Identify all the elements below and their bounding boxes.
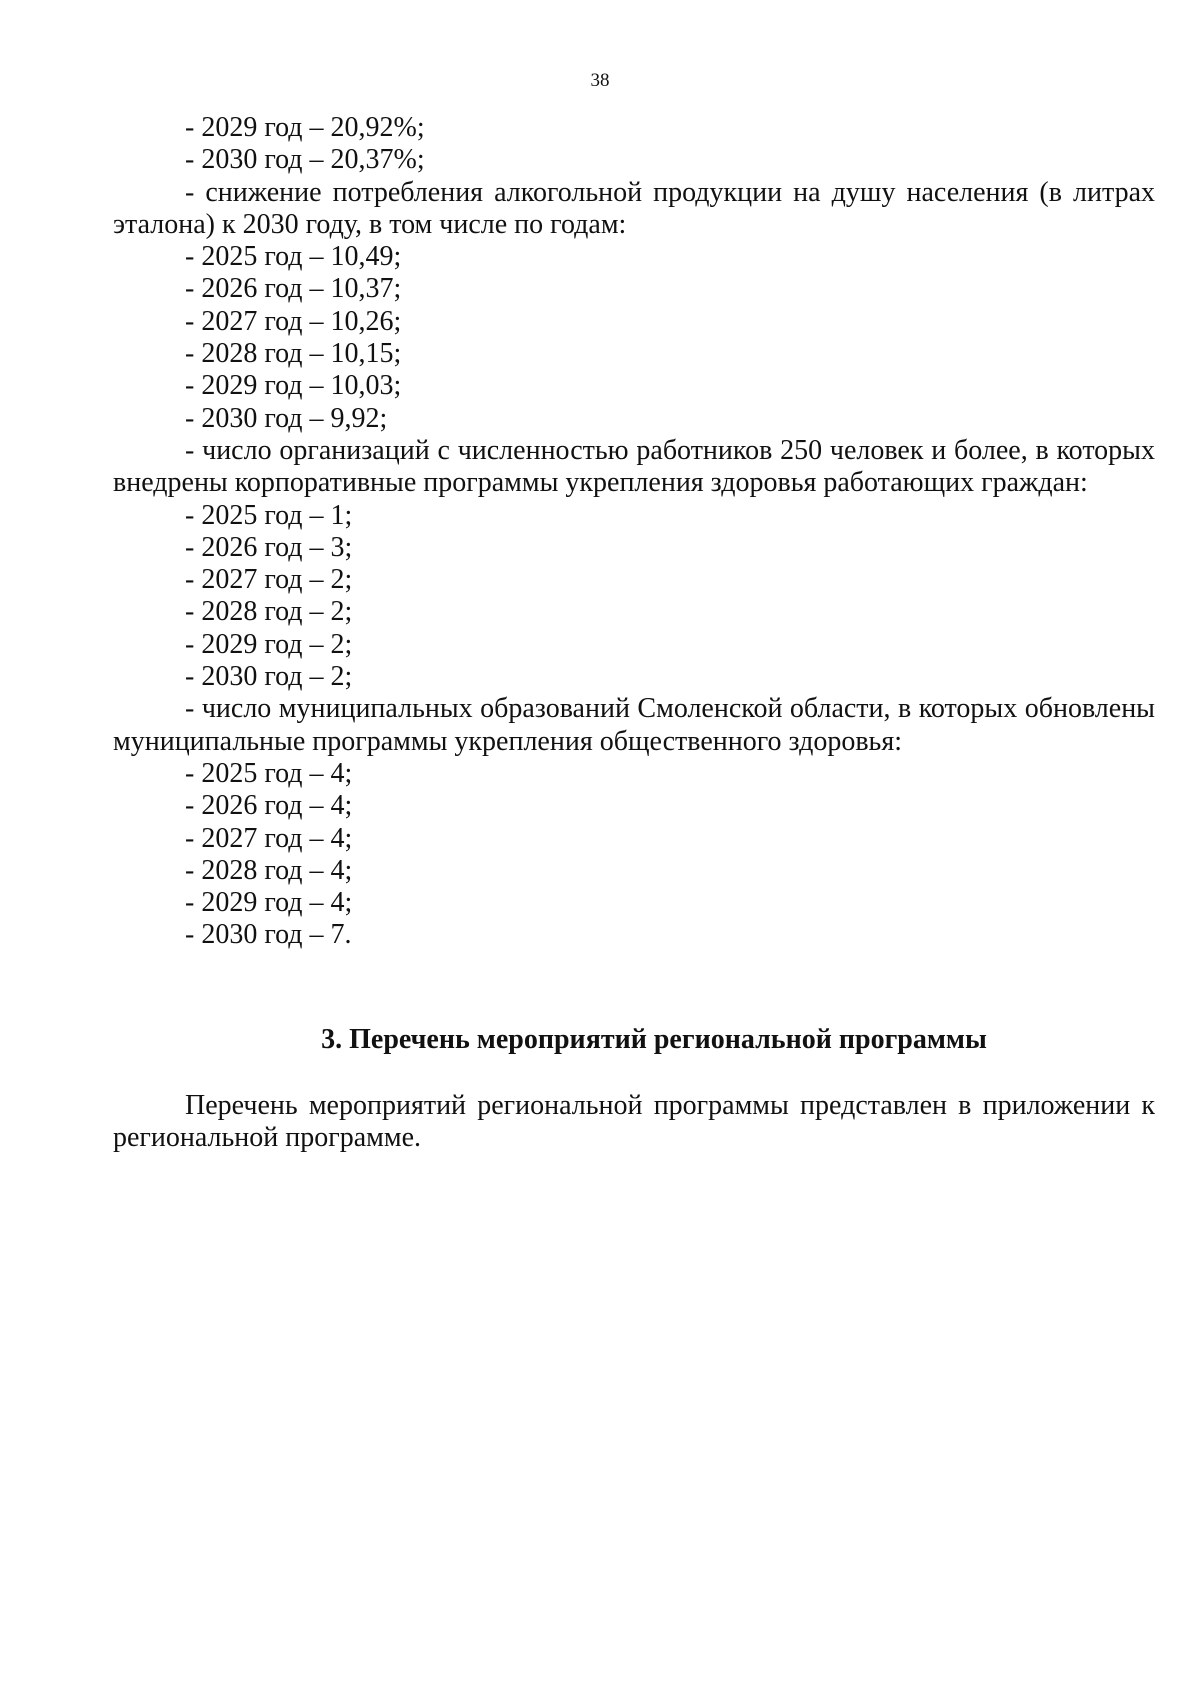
list-item: - 2030 год – 2; [185, 661, 353, 693]
page-number: 38 [590, 70, 610, 91]
list-item: - 2029 год – 10,03; [185, 370, 402, 402]
section-paragraph: Перечень мероприятий региональной программы представлен в приложении к региональной программе. [113, 1090, 1155, 1154]
list-item: - 2028 год – 2; [185, 596, 353, 628]
list-item: - 2025 год – 10,49; [185, 241, 402, 273]
list-item: - 2026 год – 10,37; [185, 273, 402, 305]
municipal-indicator [113, 693, 1155, 951]
indicator-list-continued [113, 112, 1155, 177]
list-item: - 2029 год – 4; [185, 887, 353, 919]
list-item: - 2029 год – 2; [185, 628, 353, 660]
list-item: - 2030 год – 20,37%; [185, 144, 425, 176]
list-item: - 2027 год – 10,26; [185, 305, 402, 337]
list-item: - 2027 год – 4; [185, 822, 353, 854]
indicator-intro: - число муниципальных образований Смоленской области, в которых обновлены муниципальные программы укрепления общественного здоровья: [113, 693, 1155, 757]
list-item: - 2028 год – 4; [185, 854, 353, 886]
list-item: - 2026 год – 3; [185, 531, 353, 563]
document-body [113, 112, 1155, 1155]
indicator-intro: - снижение потребления алкогольной продукции на душу населения (в литрах эталона) к 2030 году, в том числе по годам: [113, 176, 1155, 240]
alcohol-indicator [113, 177, 1155, 435]
list-item: - 2029 год – 20,92%; [185, 112, 425, 143]
list-item: - 2028 год – 10,15; [185, 338, 402, 370]
organizations-indicator [113, 435, 1155, 693]
list-item: - 2030 год – 9,92; [185, 402, 388, 434]
indicator-intro: - число организаций с численностью работников 250 человек и более, в которых внедрены корпоративные программы укрепления здоровья работающих граждан: [113, 434, 1155, 499]
list-item: - 2025 год – 4; [185, 757, 353, 789]
section-heading: 3. Перечень мероприятий региональной программы [321, 1023, 987, 1055]
list-item: - 2026 год – 4; [185, 790, 353, 822]
list-item: - 2030 год – 7. [185, 919, 352, 951]
list-item: - 2027 год – 2; [185, 564, 353, 596]
list-item: - 2025 год – 1; [185, 499, 353, 531]
